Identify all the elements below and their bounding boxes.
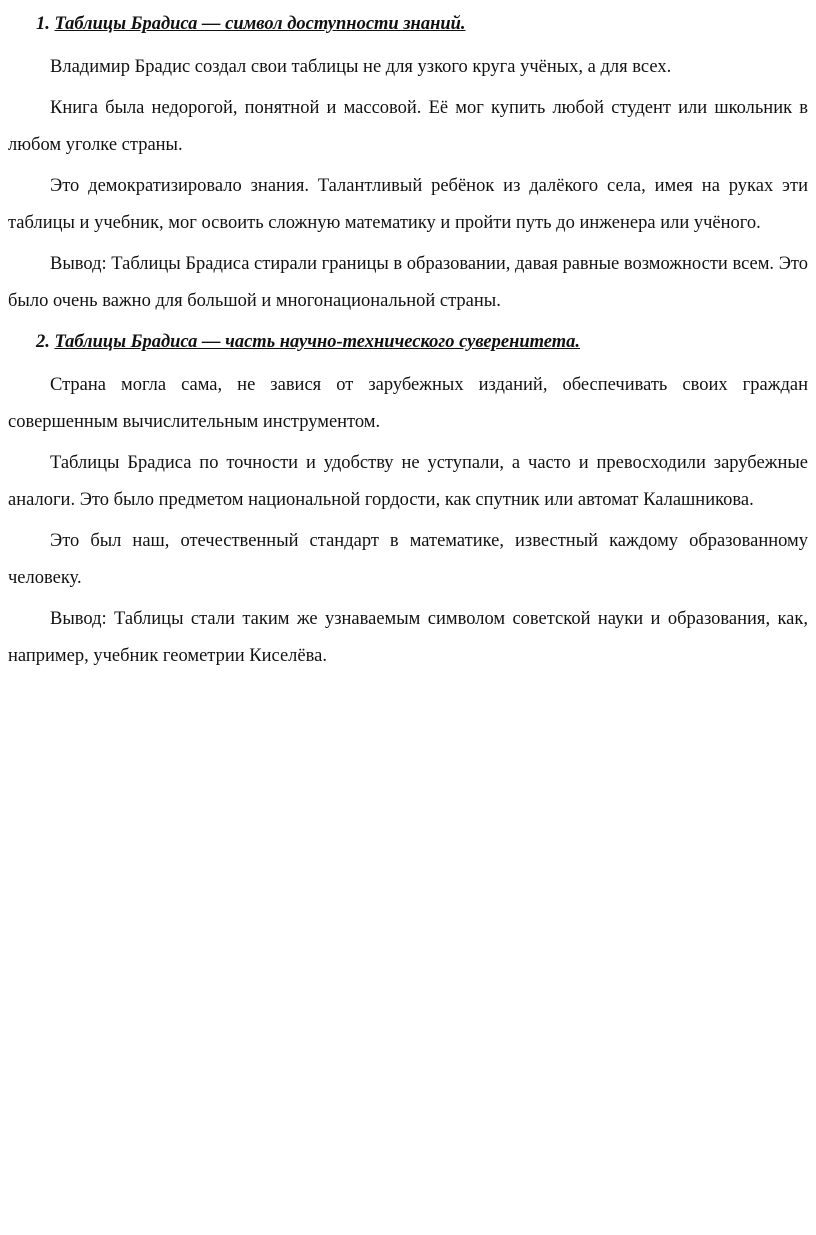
section-1-title: Таблицы Брадиса — символ доступности знаний. bbox=[54, 14, 466, 34]
section-2-number: 2. bbox=[36, 332, 50, 352]
paragraph: Вывод: Таблицы стали таким же узнаваемым символом советской науки и образования, как, например, учебник геометрии Киселёва. bbox=[8, 609, 808, 666]
section-1 bbox=[8, 6, 808, 320]
section-1-heading bbox=[8, 6, 808, 43]
paragraph: Книга была недорогой, понятной и массовой. Её мог купить любой студент или школьник в любом уголке страны. bbox=[8, 98, 808, 155]
section-2-heading bbox=[8, 324, 808, 361]
paragraph: Владимир Брадис создал свои таблицы не для узкого круга учёных, а для всех. bbox=[50, 57, 672, 77]
section-1-number: 1. bbox=[36, 14, 50, 34]
section-2-title: Таблицы Брадиса — часть научно-технического суверенитета. bbox=[54, 332, 581, 352]
paragraph: Страна могла сама, не завися от зарубежных изданий, обеспечивать своих граждан совершенным вычислительным инструментом. bbox=[8, 375, 808, 432]
paragraph: Таблицы Брадиса по точности и удобству не уступали, а часто и превосходили зарубежные аналоги. Это было предметом национальной гордости, как спутник или автомат Калашникова. bbox=[8, 453, 808, 510]
section-2 bbox=[8, 324, 808, 675]
paragraph: Это демократизировало знания. Талантливый ребёнок из далёкого села, имея на руках эти таблицы и учебник, мог освоить сложную математику и пройти путь до инженера или учёного. bbox=[8, 176, 808, 233]
paragraph: Это был наш, отечественный стандарт в математике, известный каждому образованному человеку. bbox=[8, 531, 808, 588]
paragraph: Вывод: Таблицы Брадиса стирали границы в образовании, давая равные возможности всем. Это было очень важно для большой и многонациональной страны. bbox=[8, 254, 808, 311]
